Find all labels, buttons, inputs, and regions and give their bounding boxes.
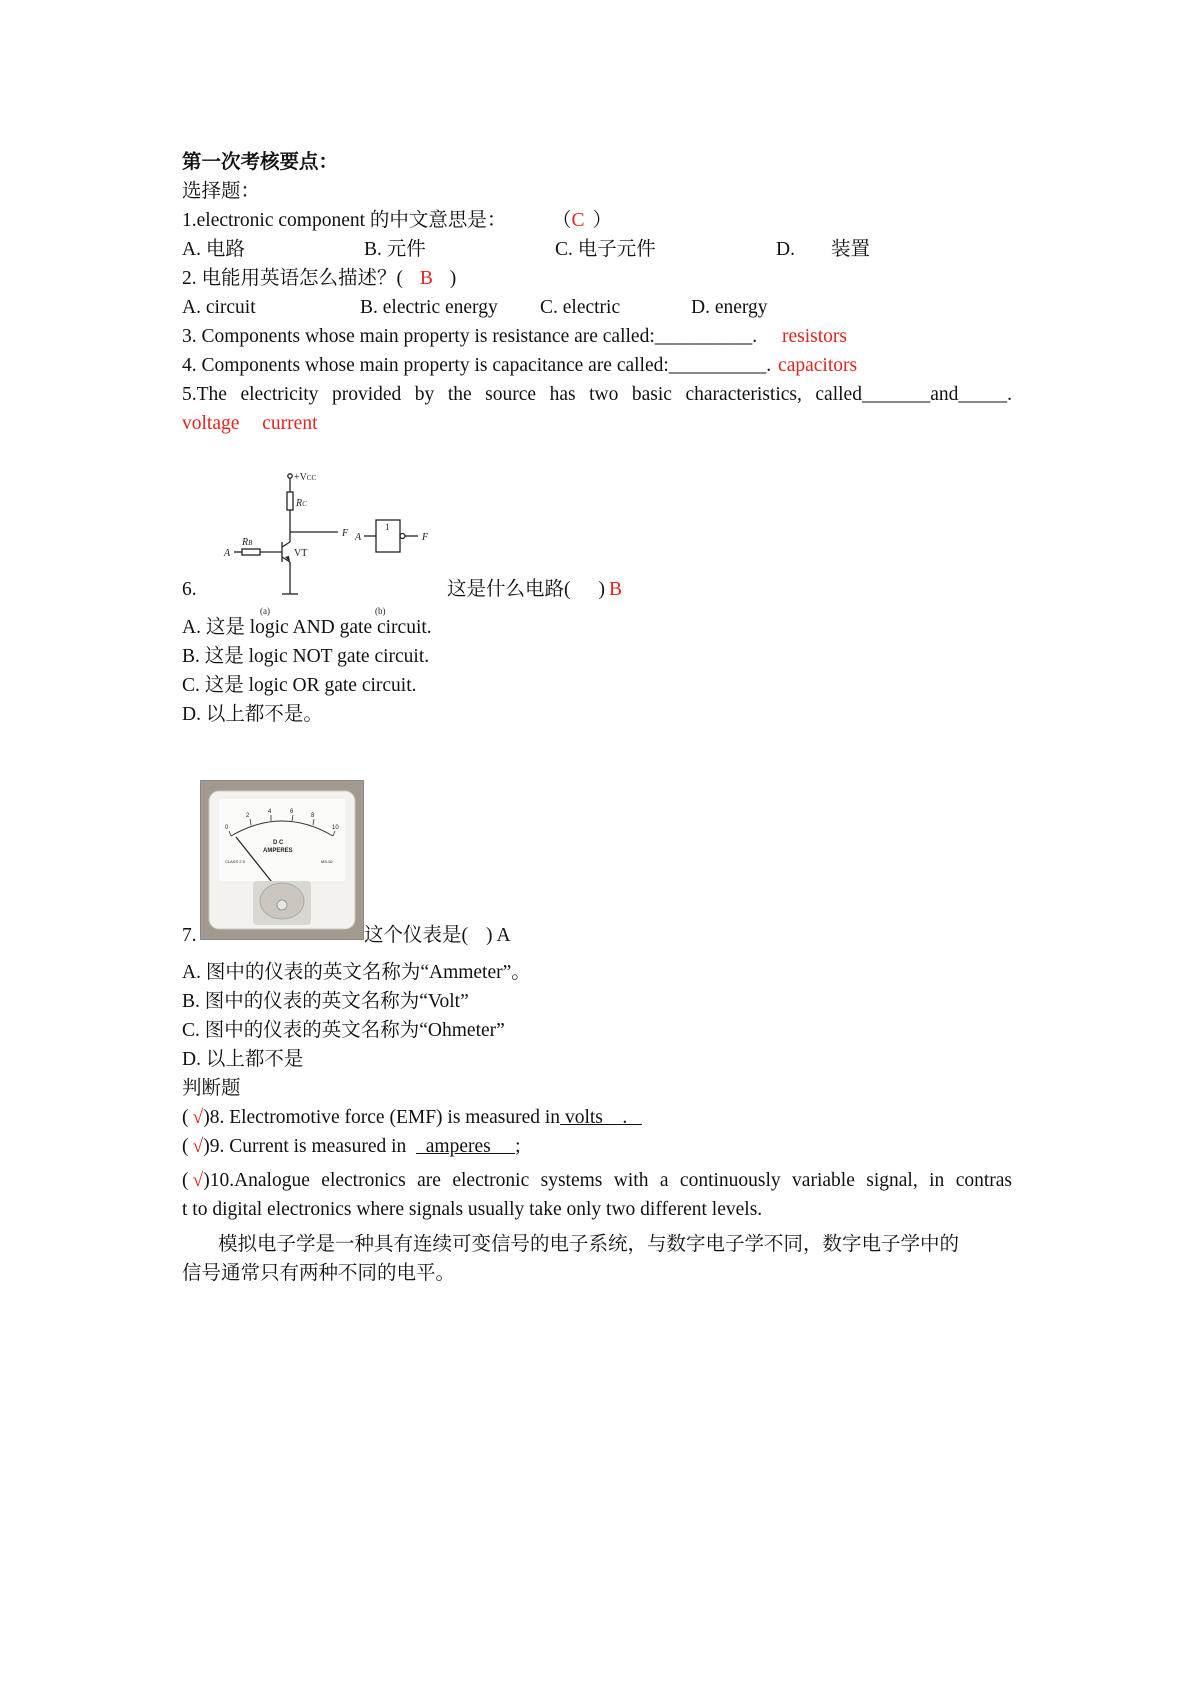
svg-text:(b): (b) — [375, 606, 386, 616]
ammeter-illustration — [201, 781, 363, 939]
question-3 — [182, 324, 847, 350]
q1-stem: 1.electronic component 的中文意思是： — [182, 210, 507, 231]
q6-option-d: D. 以上都不是。 — [182, 704, 323, 725]
q1-answer: （C ） — [552, 210, 613, 231]
q2-answer: B — [419, 268, 433, 289]
svg-text:8: 8 — [311, 813, 315, 819]
svg-text:+VCC: +VCC — [294, 472, 317, 483]
svg-text:MS-52: MS-52 — [321, 859, 333, 864]
q2-option-a: A. circuit — [182, 297, 256, 318]
logic-circuit-figure — [204, 466, 434, 626]
q6-option-b: B. 这是 logic NOT gate circuit. — [182, 646, 430, 667]
svg-text:A: A — [224, 548, 231, 559]
svg-text:4: 4 — [268, 809, 272, 815]
q7-stem-line: 这个仪表是( ) A — [364, 925, 511, 946]
svg-text:F: F — [422, 532, 429, 543]
q2-stem: 2. 电能用英语怎么描述？( — [182, 268, 403, 289]
question-1 — [182, 208, 1012, 234]
q1-option-a: A. 电路 — [182, 239, 245, 260]
ammeter-image — [200, 780, 364, 940]
svg-text:6: 6 — [290, 809, 294, 815]
translation-line-1: 模拟电子学是一种具有连续可变信号的电子系统，与数字电子学不同，数字电子学中的 — [218, 1234, 960, 1255]
svg-text:RC: RC — [296, 498, 307, 509]
question-8: ( √)8. Electromotive force (EMF) is measured in volts . — [182, 1107, 642, 1128]
svg-text:AMPERES: AMPERES — [263, 848, 293, 854]
q3-answer: resistors — [782, 326, 847, 347]
q7-number: 7. — [182, 925, 197, 946]
q10-check-mark: √ — [192, 1170, 204, 1191]
q5-answer-current: current — [262, 413, 318, 434]
svg-text:0: 0 — [225, 825, 229, 831]
q2-option-d: D. energy — [691, 297, 768, 318]
q7-option-a: A. 图中的仪表的英文名称为“Ammeter”。 — [182, 962, 531, 983]
q3-stem: 3. Components whose main property is resistance are called:__________. — [182, 326, 758, 347]
svg-text:2: 2 — [246, 813, 250, 819]
q6-number: 6. — [182, 579, 197, 600]
translation-line-2: 信号通常只有两种不同的电平。 — [182, 1263, 456, 1284]
q1-option-d-text: 装置 — [831, 239, 871, 260]
q1-option-c: C. 电子元件 — [555, 239, 656, 260]
q6-answer: B — [609, 579, 623, 600]
question-10-line-2: t to digital electronics where signals usually take only two different levels. — [182, 1199, 763, 1220]
q6-option-c: C. 这是 logic OR gate circuit. — [182, 675, 417, 696]
q5-stem: 5.The electricity provided by the source has two basic characteristics, called_______and_____. — [182, 384, 1012, 405]
svg-text:RB: RB — [242, 537, 253, 548]
q7-option-d: D. 以上都不是 — [182, 1049, 304, 1070]
question-10-line-1: ( √)10.Analogue electronics are electronic systems with a continuously variable signal, in contras — [182, 1170, 1012, 1191]
svg-text:VT: VT — [294, 548, 308, 559]
q9-check-mark: √ — [192, 1136, 204, 1157]
q4-stem: 4. Components whose main property is capacitance are called:__________. — [182, 355, 772, 376]
svg-text:A: A — [355, 532, 362, 543]
q7-option-b: B. 图中的仪表的英文名称为“Volt” — [182, 991, 469, 1012]
q5-answers — [182, 411, 318, 437]
q6-option-a: A. 这是 logic AND gate circuit. — [182, 617, 432, 638]
question-9: ( √)9. Current is measured in amperes ; — [182, 1136, 521, 1157]
svg-text:D C: D C — [273, 840, 284, 846]
q4-answer: capacitors — [778, 355, 858, 376]
q2-option-c: C. electric — [540, 297, 621, 318]
q7-option-c: C. 图中的仪表的英文名称为“Ohmeter” — [182, 1020, 505, 1041]
q7-answer: A — [496, 925, 511, 946]
q2-option-b: B. electric energy — [360, 297, 498, 318]
q9-answer: amperes — [416, 1136, 516, 1157]
svg-text:CLASS 2.5: CLASS 2.5 — [225, 859, 245, 864]
svg-text:(a): (a) — [260, 606, 270, 616]
section-choice-heading: 选择题： — [182, 181, 261, 202]
q8-answer: volts . — [560, 1107, 642, 1128]
svg-text:10: 10 — [332, 825, 339, 831]
section-judge-heading: 判断题 — [182, 1078, 241, 1099]
q5-answer-voltage: voltage — [182, 413, 240, 434]
svg-text:F: F — [342, 528, 349, 539]
q1-option-b: B. 元件 — [364, 239, 426, 260]
q1-option-d: D. — [776, 239, 795, 260]
page-title: 第一次考核要点： — [182, 152, 339, 173]
q8-check-mark: √ — [192, 1107, 204, 1128]
svg-text:1: 1 — [385, 522, 390, 532]
question-4 — [182, 353, 857, 379]
q6-stem-line: 这是什么电路( ) B — [447, 579, 623, 600]
question-2: 2. 电能用英语怎么描述？( B ) — [182, 268, 457, 289]
